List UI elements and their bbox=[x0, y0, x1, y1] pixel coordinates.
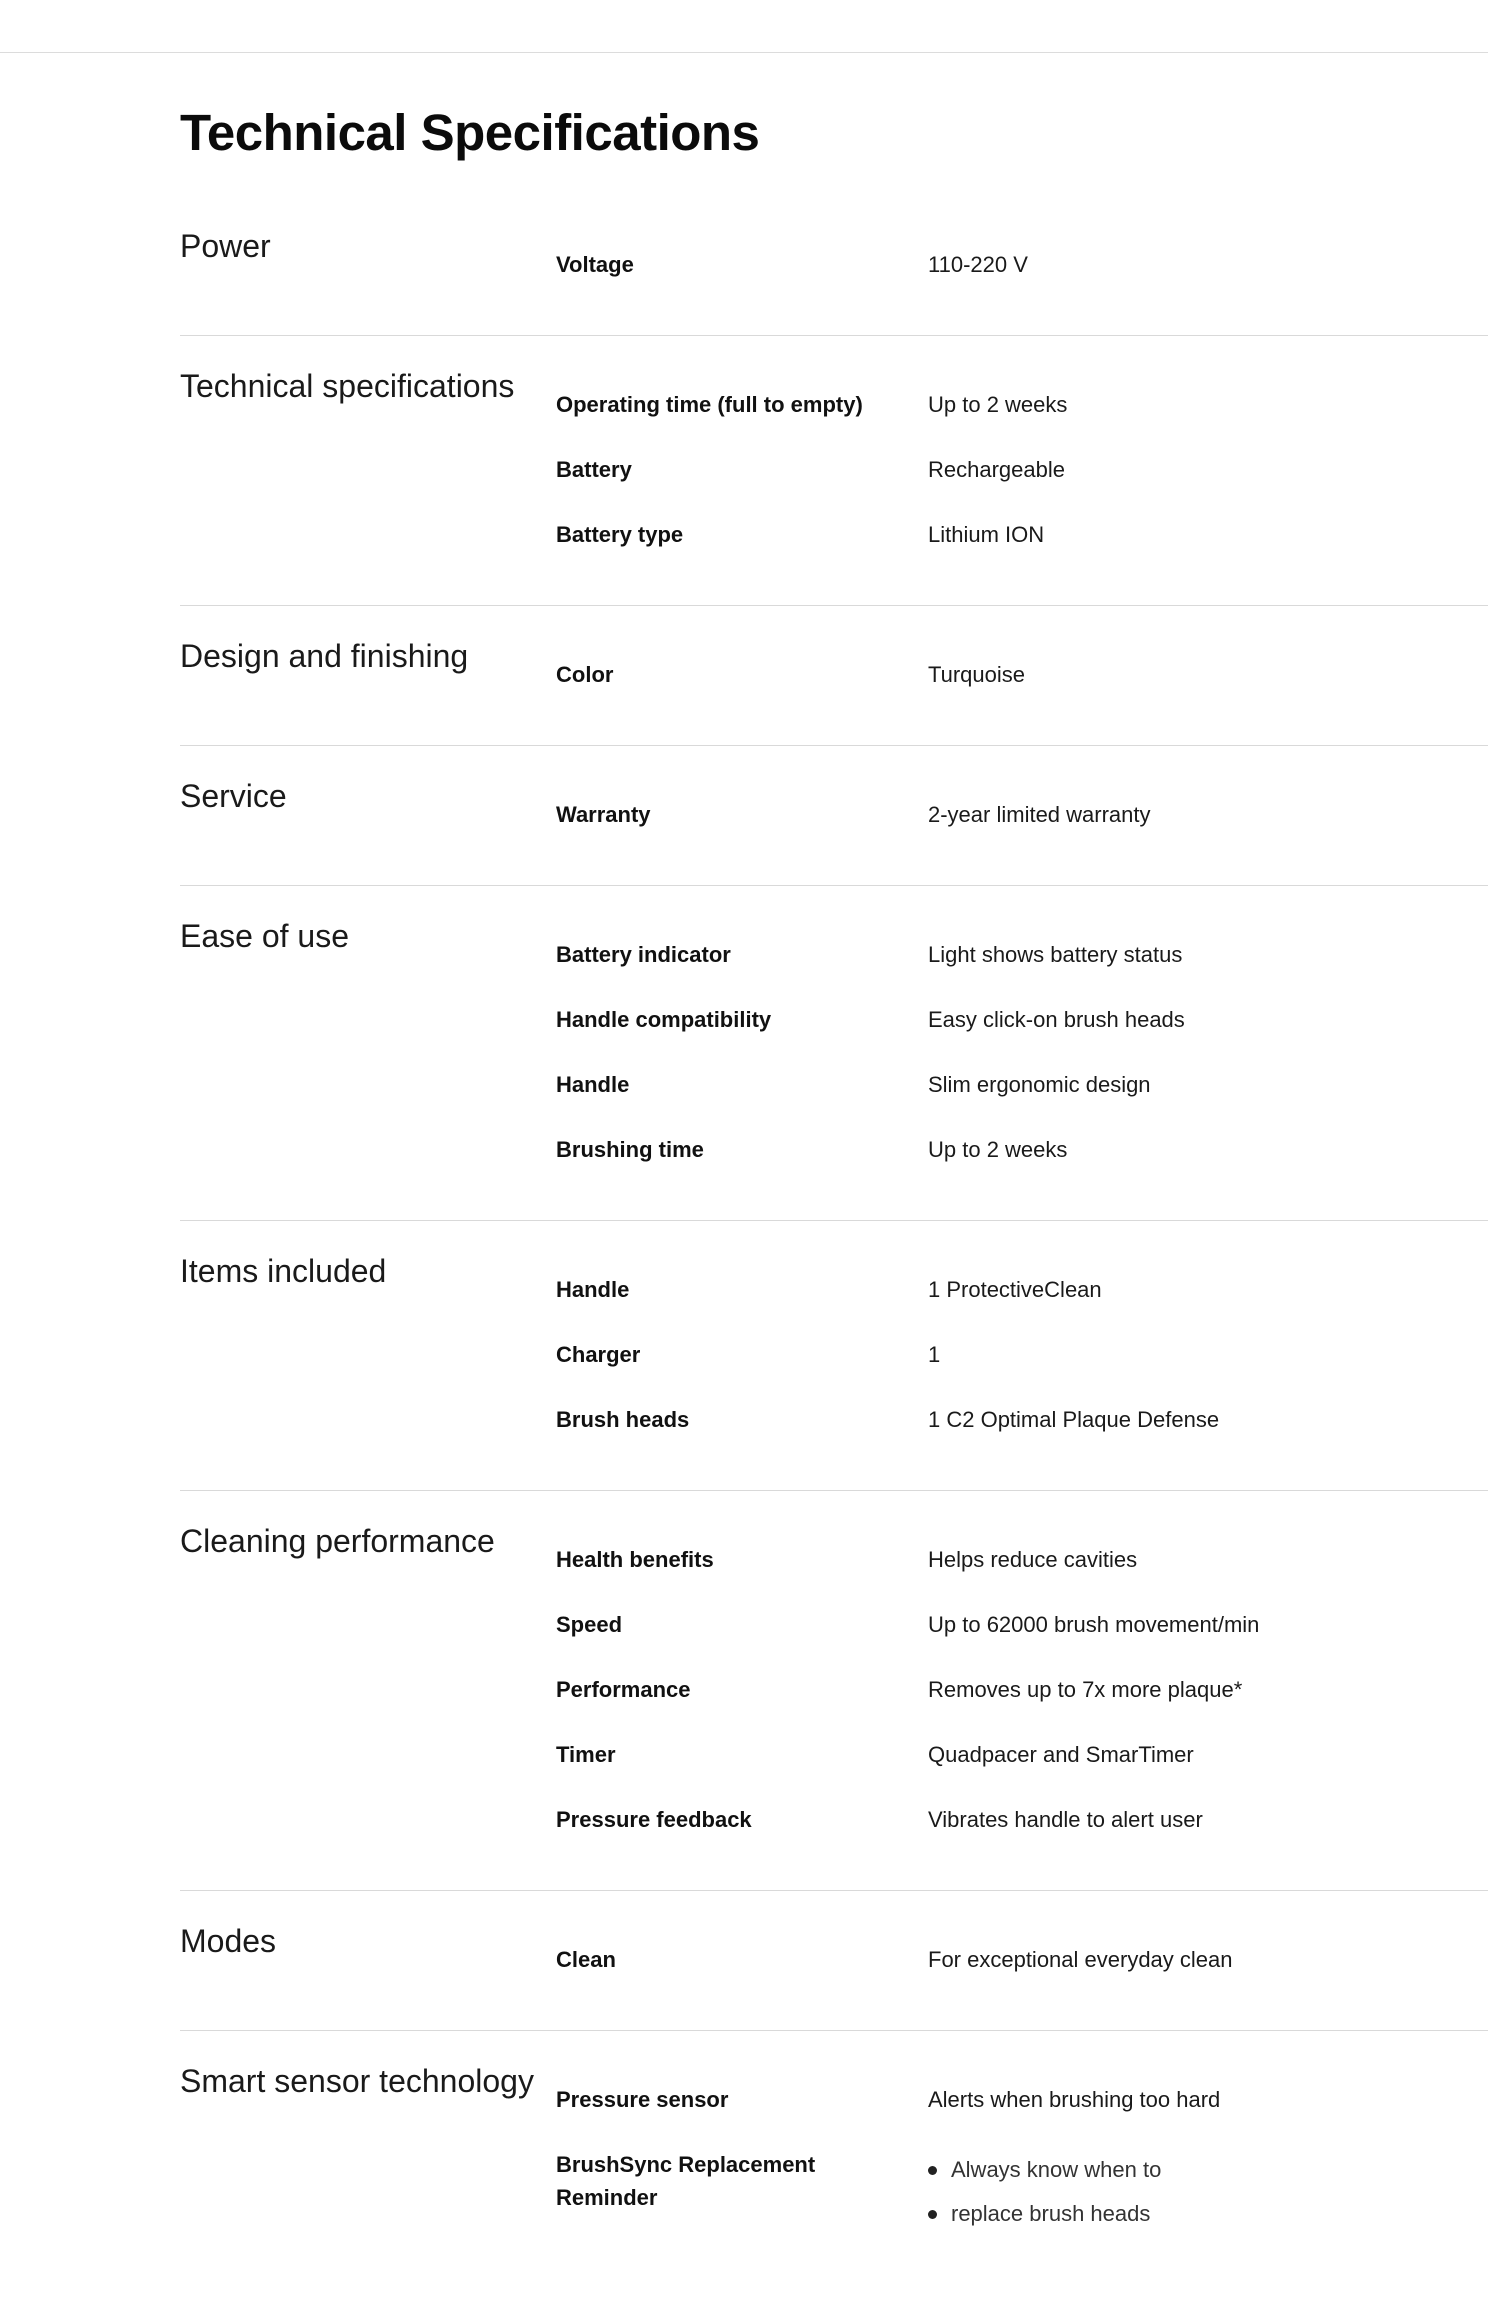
bullet-dot-icon bbox=[928, 2166, 937, 2175]
spec-label: Pressure sensor bbox=[556, 2087, 729, 2112]
page-title: Technical Specifications bbox=[180, 104, 760, 161]
spec-group-title: Cleaning performance bbox=[180, 1523, 495, 1559]
spec-group-title: Technical specifications bbox=[180, 368, 515, 404]
spec-value: Turquoise bbox=[928, 662, 1026, 687]
spec-value: 1 C2 Optimal Plaque Defense bbox=[928, 1407, 1220, 1432]
spec-label: Battery type bbox=[556, 522, 684, 547]
spec-row bbox=[180, 2065, 1488, 2130]
spec-value: 1 ProtectiveClean bbox=[928, 1277, 1102, 1302]
spec-row bbox=[180, 1115, 1488, 1180]
spec-label: Battery bbox=[556, 457, 632, 482]
spec-group-modes bbox=[180, 1891, 1488, 2031]
bullet-text: replace brush heads bbox=[951, 2201, 1151, 2226]
spec-value: Up to 2 weeks bbox=[928, 1137, 1068, 1162]
spec-group-title: Smart sensor technology bbox=[180, 2063, 534, 2099]
spec-label: Operating time (full to empty) bbox=[556, 392, 863, 417]
spec-value: Rechargeable bbox=[928, 457, 1065, 482]
spec-row bbox=[180, 500, 1488, 565]
spec-value: 110-220 V bbox=[928, 252, 1028, 277]
spec-value: Slim ergonomic design bbox=[928, 1072, 1151, 1097]
bullet-item bbox=[928, 2192, 1161, 2236]
spec-value: Quadpacer and SmarTimer bbox=[928, 1742, 1194, 1767]
spec-label: Clean bbox=[556, 1947, 616, 1972]
spec-list bbox=[180, 196, 1488, 2262]
spec-label: Brushing time bbox=[556, 1137, 704, 1162]
top-divider bbox=[0, 52, 1488, 53]
spec-row bbox=[180, 1720, 1488, 1785]
spec-row bbox=[180, 985, 1488, 1050]
spec-value: Light shows battery status bbox=[928, 942, 1183, 967]
spec-row bbox=[180, 230, 1488, 295]
spec-row bbox=[180, 1655, 1488, 1720]
spec-value: Alerts when brushing too hard bbox=[928, 2087, 1221, 2112]
spec-label: Warranty bbox=[556, 802, 651, 827]
spec-group-cleaning-performance bbox=[180, 1491, 1488, 1891]
spec-group-title: Items included bbox=[180, 1253, 387, 1289]
bullet-text: Always know when to bbox=[951, 2157, 1162, 2182]
spec-row bbox=[180, 780, 1488, 845]
spec-label: Voltage bbox=[556, 252, 634, 277]
spec-label: Charger bbox=[556, 1342, 641, 1367]
spec-label: Handle bbox=[556, 1072, 630, 1097]
spec-value: Easy click-on brush heads bbox=[928, 1007, 1185, 1032]
spec-row bbox=[180, 1785, 1488, 1850]
spec-group-service bbox=[180, 746, 1488, 886]
spec-row bbox=[180, 1590, 1488, 1655]
spec-group-design-and-finishing bbox=[180, 606, 1488, 746]
spec-value: Helps reduce cavities bbox=[928, 1547, 1138, 1572]
spec-label: Performance bbox=[556, 1677, 691, 1702]
spec-group-title: Design and finishing bbox=[180, 638, 469, 674]
spec-row bbox=[180, 1255, 1488, 1320]
spec-value: Lithium ION bbox=[928, 522, 1045, 547]
spec-row bbox=[180, 640, 1488, 705]
spec-group-power bbox=[180, 196, 1488, 336]
spec-value: Removes up to 7x more plaque* bbox=[928, 1677, 1243, 1702]
spec-label: Battery indicator bbox=[556, 942, 731, 967]
spec-group-title: Ease of use bbox=[180, 918, 349, 954]
spec-label: BrushSync Replacement Reminder bbox=[556, 2152, 816, 2210]
spec-value: For exceptional everyday clean bbox=[928, 1947, 1233, 1972]
spec-group-title: Modes bbox=[180, 1923, 277, 1959]
spec-group-technical-specifications bbox=[180, 336, 1488, 606]
spec-row bbox=[180, 2130, 1488, 2226]
spec-label: Timer bbox=[556, 1742, 616, 1767]
spec-row bbox=[180, 1320, 1488, 1385]
spec-group-title: Power bbox=[180, 228, 271, 264]
spec-value: Up to 2 weeks bbox=[928, 392, 1068, 417]
spec-value: 2-year limited warranty bbox=[928, 802, 1151, 827]
bullet-item bbox=[928, 2148, 1161, 2192]
spec-label: Speed bbox=[556, 1612, 623, 1637]
spec-value: Up to 62000 brush movement/min bbox=[928, 1612, 1260, 1637]
spec-row bbox=[180, 1050, 1488, 1115]
spec-row bbox=[180, 370, 1488, 435]
spec-label: Handle bbox=[556, 1277, 630, 1302]
spec-label: Handle compatibility bbox=[556, 1007, 772, 1032]
spec-label: Brush heads bbox=[556, 1407, 690, 1432]
spec-row bbox=[180, 1385, 1488, 1450]
spec-value: Vibrates handle to alert user bbox=[928, 1807, 1203, 1832]
spec-row bbox=[180, 1525, 1488, 1590]
spec-label: Pressure feedback bbox=[556, 1807, 752, 1832]
spec-group-items-included bbox=[180, 1221, 1488, 1491]
spec-value: 1 bbox=[928, 1342, 941, 1367]
bullet-dot-icon bbox=[928, 2210, 937, 2219]
spec-row bbox=[180, 920, 1488, 985]
spec-group-title: Service bbox=[180, 778, 287, 814]
spec-label: Color bbox=[556, 662, 614, 687]
spec-label: Health benefits bbox=[556, 1547, 714, 1572]
spec-row bbox=[180, 1925, 1488, 1990]
spec-row bbox=[180, 435, 1488, 500]
spec-group-smart-sensor-technology bbox=[180, 2031, 1488, 2262]
spec-group-ease-of-use bbox=[180, 886, 1488, 1221]
spec-value-bullets bbox=[928, 2148, 1161, 2236]
